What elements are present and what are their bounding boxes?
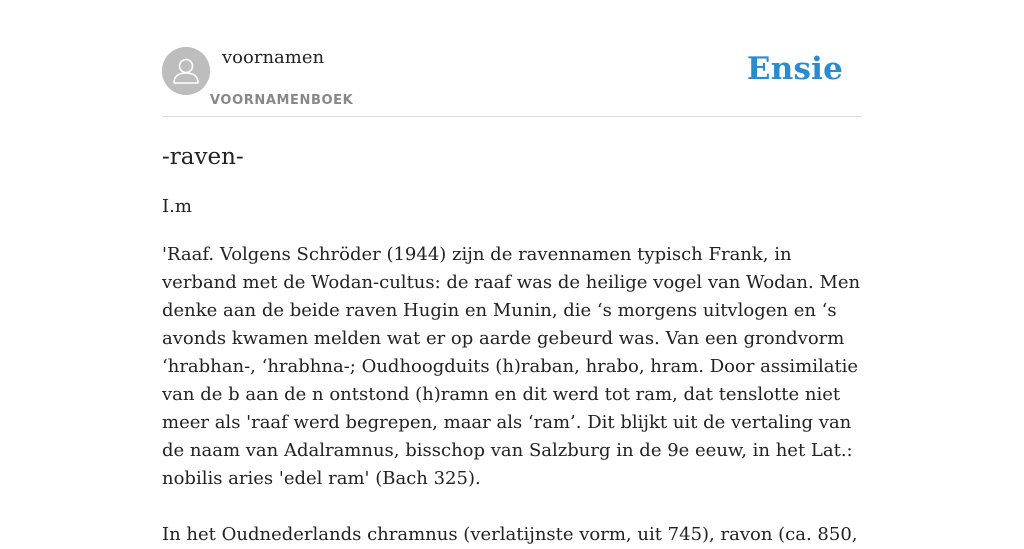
author-avatar[interactable] — [162, 47, 210, 95]
entry-paragraph: 'Raaf. Volgens Schröder (1944) zijn de ravennamen typisch Frank, in verband met de Wodan-cultus: de raaf was de heilige vogel van Wodan. Men denke aan de beide raven Hugin en Munin, die ‘s morgens uitvlogen en ‘s avonds kwamen melden wat er op aarde gebeurd was. Van een grondvorm ‘hrabhan-, ‘hrabhna-; Oudhoogduits (h)raban, hrabo, hram. Door assimilatie van de b aan de n ontstond (h)ramn en dit werd tot ram, dat tenslotte niet meer als 'raaf werd begrepen, maar als ‘ram’. Dit blijkt uit de vertaling van de naam van Adalramnus, bisschop van Salzburg in de 9e eeuw, in het Lat.: nobilis aries 'edel ram' (Bach 325). — [162, 244, 861, 489]
author-name-link[interactable]: voornamen — [222, 47, 325, 68]
ensie-logo[interactable]: Ensie — [746, 51, 843, 87]
entry-title: -raven- — [162, 144, 244, 170]
book-link[interactable]: VOORNAMENBOEK — [210, 93, 354, 108]
entry-body — [162, 241, 862, 549]
page — [162, 0, 862, 545]
header — [162, 0, 862, 117]
entry-meta: I.m — [162, 196, 192, 217]
entry-paragraph: In het Oudnederlands chramnus (verlatijnste vorm, uit 745), ravon (ca. 850, — [162, 524, 858, 545]
user-silhouette-icon — [162, 47, 210, 95]
